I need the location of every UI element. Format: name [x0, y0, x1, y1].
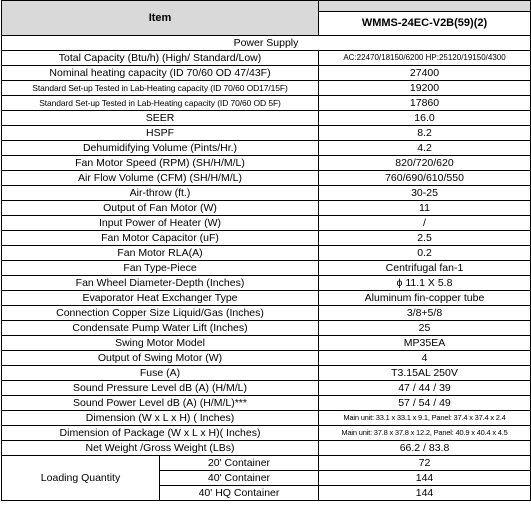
row-label: Dimension of Package (W x L x H)( Inches)	[2, 426, 319, 441]
row-value: 66.2 / 83.8	[319, 441, 531, 456]
table-row	[2, 426, 531, 441]
table-row	[2, 321, 531, 336]
table-row	[2, 201, 531, 216]
row-value: 17860	[319, 96, 531, 111]
table-row	[2, 396, 531, 411]
table-header-row	[2, 1, 531, 36]
row-label: SEER	[2, 111, 319, 126]
row-value: 27400	[319, 66, 531, 81]
table-row	[2, 51, 531, 66]
row-value: 4	[319, 351, 531, 366]
container-quantity: 144	[319, 471, 531, 486]
row-value: 47 / 44 / 39	[319, 381, 531, 396]
table-row	[2, 306, 531, 321]
row-value: 19200	[319, 81, 531, 96]
row-value: /	[319, 216, 531, 231]
row-value: 30-25	[319, 186, 531, 201]
row-value: 820/720/620	[319, 156, 531, 171]
section-row	[2, 36, 531, 51]
row-label: Air-throw (ft.)	[2, 186, 319, 201]
row-value: Centrifugal fan-1	[319, 261, 531, 276]
table-row	[2, 276, 531, 291]
table-row	[2, 231, 531, 246]
row-value: 3/8+5/8	[319, 306, 531, 321]
row-label: Air Flow Volume (CFM) (SH/H/M/L)	[2, 171, 319, 186]
row-label: Connection Copper Size Liquid/Gas (Inches)	[2, 306, 319, 321]
table-row	[2, 156, 531, 171]
row-label: Standard Set-up Tested in Lab-Heating capacity (ID 70/60 OD 5F)	[2, 96, 319, 111]
loading-quantity-label: Loading Quantity	[2, 456, 160, 501]
row-value: Main unit: 37.8 x 37.8 x 12.2, Panel: 40.9 x 40.4 x 4.5	[319, 426, 531, 441]
row-value: 760/690/610/550	[319, 171, 531, 186]
row-label: Dimension (W x L x H) ( Inches)	[2, 411, 319, 426]
item-header: Item	[2, 1, 319, 36]
row-value: AC:22470/18150/6200 HP:25120/19150/4300	[319, 51, 531, 66]
model-header-band	[319, 1, 530, 12]
row-value: Main unit: 33.1 x 33.1 x 9.1, Panel: 37.4 x 37.4 x 2.4	[319, 411, 531, 426]
table-row	[2, 351, 531, 366]
row-label: Nominal heating capacity (ID 70/60 OD 47/43F)	[2, 66, 319, 81]
section-title: Power Supply	[2, 36, 531, 51]
row-label: Fuse (A)	[2, 366, 319, 381]
row-value: 57 / 54 / 49	[319, 396, 531, 411]
row-label: Fan Type-Piece	[2, 261, 319, 276]
table-row	[2, 111, 531, 126]
table-row	[2, 411, 531, 426]
loading-row	[2, 456, 531, 471]
row-label: HSPF	[2, 126, 319, 141]
table-row	[2, 291, 531, 306]
row-label: Net Weight /Gross Weight (LBs)	[2, 441, 319, 456]
row-label: Standard Set-up Tested in Lab-Heating capacity (ID 70/60 OD17/15F)	[2, 81, 319, 96]
row-label: Fan Motor Speed (RPM) (SH/H/M/L)	[2, 156, 319, 171]
row-value: ϕ 11.1 X 5.8	[319, 276, 531, 291]
table-row	[2, 96, 531, 111]
row-label: Output of Swing Motor (W)	[2, 351, 319, 366]
table-row	[2, 186, 531, 201]
row-label: Sound Power Level dB (A) (H/M/L)***	[2, 396, 319, 411]
row-value: T3.15AL 250V	[319, 366, 531, 381]
container-quantity: 72	[319, 456, 531, 471]
row-label: Output of Fan Motor (W)	[2, 201, 319, 216]
table-row	[2, 366, 531, 381]
container-quantity: 144	[319, 486, 531, 501]
row-value: 16.0	[319, 111, 531, 126]
row-label: Fan Motor RLA(A)	[2, 246, 319, 261]
container-type: 40' HQ Container	[160, 486, 319, 501]
model-header: WMMS-24EC-V2B(59)(2)	[319, 12, 530, 35]
spec-table	[1, 0, 531, 501]
table-row	[2, 141, 531, 156]
row-label: Input Power of Heater (W)	[2, 216, 319, 231]
row-label: Sound Pressure Level dB (A) (H/M/L)	[2, 381, 319, 396]
table-row	[2, 261, 531, 276]
table-row	[2, 381, 531, 396]
row-label: Swing Motor Model	[2, 336, 319, 351]
row-label: Fan Wheel Diameter-Depth (Inches)	[2, 276, 319, 291]
row-value: 8.2	[319, 126, 531, 141]
table-row	[2, 171, 531, 186]
row-label: Evaporator Heat Exchanger Type	[2, 291, 319, 306]
row-value: 0.2	[319, 246, 531, 261]
container-type: 20' Container	[160, 456, 319, 471]
row-label: Dehumidifying Volume (Pints/Hr.)	[2, 141, 319, 156]
table-row	[2, 246, 531, 261]
row-value: 2.5	[319, 231, 531, 246]
model-header-cell	[319, 1, 531, 36]
table-row	[2, 126, 531, 141]
table-row	[2, 66, 531, 81]
row-label: Fan Motor Capacitor (uF)	[2, 231, 319, 246]
table-row	[2, 81, 531, 96]
row-value: Aluminum fin-copper tube	[319, 291, 531, 306]
table-row	[2, 441, 531, 456]
row-label: Condensate Pump Water Lift (Inches)	[2, 321, 319, 336]
row-value: 25	[319, 321, 531, 336]
row-label: Total Capacity (Btu/h) (High/ Standard/Low)	[2, 51, 319, 66]
table-row	[2, 336, 531, 351]
row-value: 4.2	[319, 141, 531, 156]
row-value: 11	[319, 201, 531, 216]
row-value: MP35EA	[319, 336, 531, 351]
container-type: 40' Container	[160, 471, 319, 486]
table-row	[2, 216, 531, 231]
